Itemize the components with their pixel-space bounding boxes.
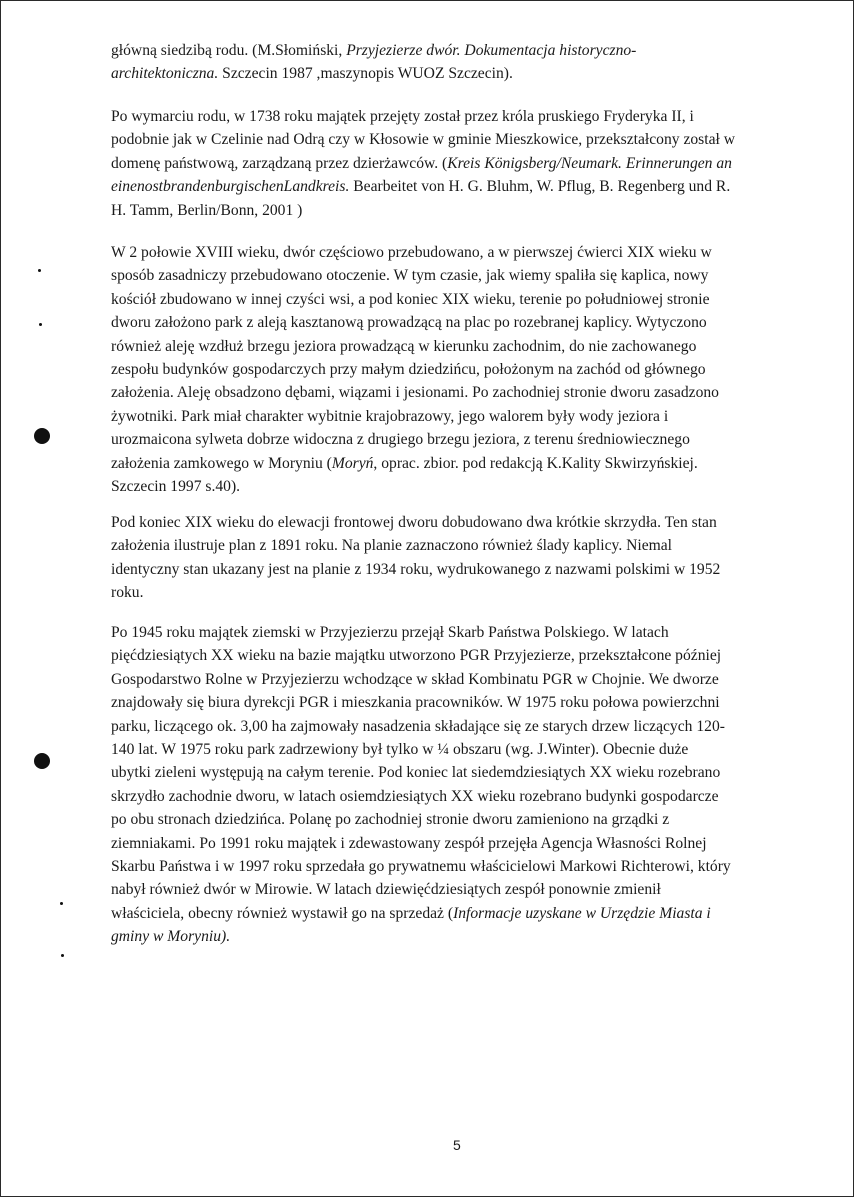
page-number: 5: [453, 1137, 461, 1153]
text-run: Skarbu Państwa i w 1997 roku sprzedała go prywatnemu właścicielowi Markowi Richterowi, który: [111, 858, 731, 876]
text-run: dworu założono park z aleją kasztanową prowadzącą na plac po rozebranej kaplicy. Wytyczono: [111, 314, 707, 332]
text-line: [111, 832, 791, 855]
text-line: [111, 311, 791, 334]
text-run: ubytki zieleni występują na całym terenie. Pod koniec lat siedemdziesiątych XX wieku rozebrano: [111, 764, 721, 782]
text-line: [111, 761, 791, 784]
text-line: [111, 241, 791, 264]
text-line: [111, 785, 791, 808]
text-line: [111, 335, 791, 358]
text-run: , oprac. zbior. pod redakcją K.Kality Skwirzyńskiej.: [373, 454, 698, 472]
text-run: domenę państwową, zarządzaną przez dzierżawców. (: [111, 154, 448, 172]
paragraph-2: [111, 105, 791, 222]
text-line: [111, 621, 791, 644]
text-run: zespołu budynków gospodarczych przy małym dziedzińcu, położonym na zachód od głównego: [111, 361, 706, 379]
text-run: Szczecin 1997 s.40).: [111, 478, 241, 496]
italic-citation-text: Kreis Königsberg/Neumark. Erinnerungen an: [447, 154, 732, 172]
paragraph-4: [111, 511, 791, 605]
text-run: żywotniki. Park miał charakter wybitnie krajobrazowy, jego walorem były wody jeziora i: [111, 407, 669, 425]
text-line: [111, 581, 791, 604]
text-run: identyczny stan ukazany jest na planie z 1934 roku, wydrukowanego z nazwami polskimi w 1952: [111, 560, 721, 578]
text-line: [111, 855, 791, 878]
text-line: [111, 405, 791, 428]
text-run: założenia zamkowego w Moryniu (: [111, 454, 332, 472]
text-run: podobnie jak w Czelinie nad Odrą czy w Kłosowie w gminie Mieszkowice, przekształcony został w: [111, 131, 736, 149]
text-run: Po wymarciu rodu, w 1738 roku majątek przejęty został przez króla pruskiego Fryderyka II, i: [111, 108, 694, 125]
text-run: znajdowały się biura dyrekcji PGR i mieszkania pracowników. W 1975 roku połowa powierzchni: [111, 694, 720, 712]
text-run: Gospodarstwo Rolne w Przyjezierzu wchodzące w skład Kombinatu PGR w Chojnie. We dworze: [111, 670, 719, 688]
paragraph-3: [111, 241, 791, 498]
text-run: Bearbeitet von H. G. Bluhm, W. Pflug, B. Regenberg und R.: [349, 178, 731, 196]
text-run: założenia ilustruje plan z 1891 roku. Na planie zaznaczono również ślady kaplicy. Niemal: [111, 537, 673, 555]
text-line: [111, 128, 791, 151]
italic-citation-text: Informacje uzyskane w Urzędzie Miasta i: [453, 904, 711, 922]
text-line: [111, 534, 791, 557]
text-line: [111, 925, 791, 948]
binder-hole-mark: [34, 428, 50, 444]
text-line: [111, 152, 791, 175]
text-run: 140 lat. W 1975 roku park zadrzewiony był tylko w ¼ obszaru (wg. J.Winter). Obecnie duże: [111, 741, 689, 759]
scan-speck: [60, 902, 63, 905]
text-line: [111, 511, 791, 534]
text-run: roku.: [111, 584, 144, 602]
italic-citation-text: einenostbrandenburgischenLandkreis.: [111, 178, 350, 196]
italic-citation-text: architektoniczna.: [111, 65, 219, 83]
text-line: [111, 715, 791, 738]
scan-speck: [61, 954, 64, 957]
binder-hole-mark: [34, 753, 50, 769]
text-line: [111, 381, 791, 404]
text-line: [111, 105, 791, 128]
text-line: [111, 39, 791, 62]
text-line: [111, 199, 791, 222]
text-line: [111, 452, 791, 475]
text-run: po obu stronach dziedzińca. Polanę po zachodniej stronie dworu zamieniono na grządki z: [111, 811, 670, 829]
scan-speck: [39, 323, 42, 326]
italic-citation-text: Przyjezierze dwór. Dokumentacja historyczno-: [346, 42, 637, 59]
text-run: Szczecin 1987 ,maszynopis WUOZ Szczecin).: [218, 65, 513, 83]
text-run: Pod koniec XIX wieku do elewacji frontowej dworu dobudowano dwa krótkie skrzydła. Ten stan: [111, 514, 717, 531]
text-run: właściciela, obecny również wystawił go na sprzedaż (: [111, 904, 454, 922]
text-line: [111, 62, 791, 85]
text-line: [111, 288, 791, 311]
text-line: [111, 358, 791, 381]
text-line: [111, 878, 791, 901]
text-run: sposób zasadniczy przebudowano otoczenie. W tym czasie, jak wiemy spaliła się kaplica, nowy: [111, 267, 709, 285]
text-line: [111, 668, 791, 691]
text-run: ziemniakami. Po 1991 roku majątek i zdewastowany zespół przejęła Agencja Własności Rolnej: [111, 834, 707, 852]
text-run: kościół zbudowano w innej czyści wsi, a pod koniec XIX wieku, terenie po południowej stronie: [111, 290, 710, 308]
text-line: [111, 175, 791, 198]
italic-citation-text: gminy w Moryniu).: [111, 928, 231, 946]
text-run: W 2 połowie XVIII wieku, dwór częściowo przebudowano, a w pierwszej ćwierci XIX wieku w: [111, 244, 712, 261]
text-line: [111, 808, 791, 831]
text-line: [111, 264, 791, 287]
text-run: również aleję wzdłuż brzegu jeziora prowadzącą w kierunku zachodnim, do nie zachowanego: [111, 337, 697, 355]
text-run: Po 1945 roku majątek ziemski w Przyjezierzu przejął Skarb Państwa Polskiego. W latach: [111, 624, 669, 641]
text-line: [111, 902, 791, 925]
text-line: [111, 691, 791, 714]
text-run: nabył również dwór w Mirowie. W latach dziewięćdziesiątych zespół ponownie zmienił: [111, 881, 661, 899]
text-run: skrzydło zachodnie dworu, w latach osiemdziesiątych XX wieku rozebrano budynki gospodarcze: [111, 787, 719, 805]
text-run: pięćdziesiątych XX wieku na bazie majątku utworzono PGR Przyjezierze, przekształcone później: [111, 647, 722, 665]
text-line: [111, 558, 791, 581]
paragraph-1: [111, 39, 791, 86]
scan-speck: [38, 269, 41, 272]
text-line: [111, 738, 791, 761]
text-run: H. Tamm, Berlin/Bonn, 2001 ): [111, 201, 303, 219]
text-line: [111, 475, 791, 498]
text-run: założenia. Aleję obsadzono dębami, wiązami i jesionami. Po zachodniej stronie dworu zasadzono: [111, 384, 719, 402]
text-run: urozmaicona sylweta dobrze widoczna z drugiego brzegu jeziora, z terenu średniowiecznego: [111, 431, 690, 449]
paragraph-5: [111, 621, 791, 949]
text-run: główną siedzibą rodu. (M.Słomiński,: [111, 42, 347, 59]
text-run: parku, liczącego ok. 3,00 ha zajmowały nasadzenia składające się ze starych drzew liczących 120-: [111, 717, 725, 735]
text-line: [111, 428, 791, 451]
italic-citation-text: Moryń: [331, 454, 374, 472]
text-line: [111, 644, 791, 667]
